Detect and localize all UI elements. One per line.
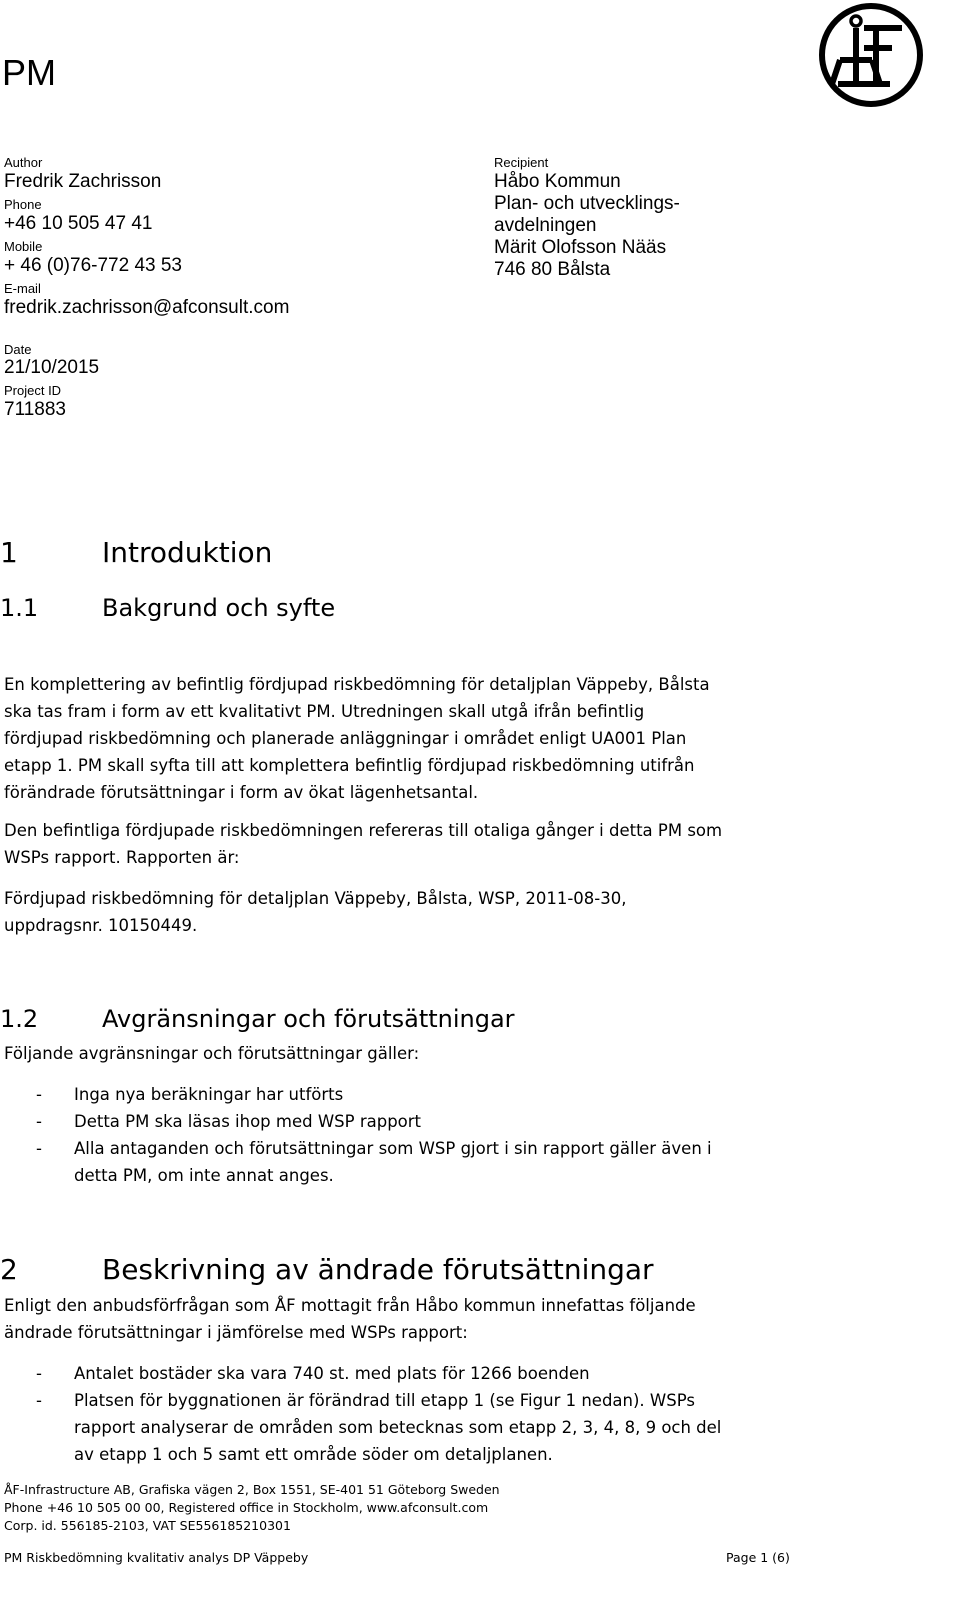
paragraph-line: Följande avgränsningar och förutsättningar gäller: (4, 1044, 420, 1063)
paragraph (4, 1040, 804, 1067)
bullet-marker: - (36, 1139, 42, 1158)
page-number: Page 1 (6) (726, 1550, 790, 1565)
date-label: Date (4, 342, 32, 357)
list-item (4, 1081, 804, 1108)
recipient-line: 746 80 Bålsta (494, 259, 611, 280)
subsection-title: Avgränsningar och förutsättningar (102, 1005, 515, 1033)
paragraph-line: Fördjupad riskbedömning för detaljplan Väppeby, Bålsta, WSP, 2011-08-30, (4, 889, 627, 908)
af-logo-icon (818, 2, 924, 108)
bullet-marker: - (36, 1391, 42, 1410)
paragraph-line: ändrade förutsättningar i jämförelse med WSPs rapport: (4, 1323, 468, 1342)
footer-line: ÅF-Infrastructure AB, Grafiska vägen 2, Box 1551, SE-401 51 Göteborg Sweden (4, 1482, 500, 1497)
author-label: Author (4, 155, 43, 170)
list-item-text: Antalet bostäder ska vara 740 st. med plats för 1266 boenden (74, 1364, 590, 1383)
list-item-text: rapport analyserar de områden som betecknas som etapp 2, 3, 4, 8, 9 och del (74, 1418, 722, 1437)
paragraph-line: etapp 1. PM skall syfta till att komplettera befintlig fördjupad riskbedömning utifrån (4, 756, 695, 775)
list-item (4, 1360, 804, 1387)
list-item (4, 1387, 804, 1468)
paragraph-line: Enligt den anbudsförfrågan som ÅF mottagit från Håbo kommun innefattas följande (4, 1296, 696, 1315)
subsection-heading (0, 594, 800, 626)
date-value: 21/10/2015 (4, 357, 100, 378)
section-title: Introduktion (102, 536, 273, 569)
bullet-list (4, 1360, 804, 1468)
bullet-marker: - (36, 1364, 42, 1383)
list-item-text: av etapp 1 och 5 samt ett område söder om detaljplanen. (74, 1445, 553, 1464)
list-item-text: Inga nya beräkningar har utförts (74, 1085, 344, 1104)
document-title: PM (2, 52, 56, 93)
recipient-line: Märit Olofsson Nääs (494, 237, 667, 258)
section-heading (0, 536, 800, 572)
list-item-text: Alla antaganden och förutsättningar som WSP gjort i sin rapport gäller även i (74, 1139, 712, 1158)
paragraph-line: WSPs rapport. Rapporten är: (4, 848, 240, 867)
section-number: 2 (0, 1253, 18, 1286)
paragraph (4, 671, 804, 806)
phone-label: Phone (4, 197, 42, 212)
section-title: Beskrivning av ändrade förutsättningar (102, 1253, 654, 1286)
list-item-text: Platsen för byggnationen är förändrad till etapp 1 (se Figur 1 nedan). WSPs (74, 1391, 695, 1410)
paragraph-line: fördjupad riskbedömning och planerade anläggningar i området enligt UA001 Plan (4, 729, 687, 748)
list-item (4, 1135, 804, 1189)
project-id-value: 711883 (4, 399, 66, 420)
section-heading (0, 1253, 800, 1289)
paragraph-line: En komplettering av befintlig fördjupad riskbedömning för detaljplan Väppeby, Bålsta (4, 675, 710, 694)
paragraph (4, 817, 804, 871)
recipient-line: Håbo Kommun (494, 171, 621, 192)
bullet-marker: - (36, 1112, 42, 1131)
footer-line: Phone +46 10 505 00 00, Registered office in Stockholm, www.afconsult.com (4, 1500, 489, 1515)
subsection-number: 1.1 (0, 594, 39, 622)
email-label: E-mail (4, 281, 41, 296)
mobile-value: + 46 (0)76-772 43 53 (4, 255, 182, 276)
paragraph-line: Den befintliga fördjupade riskbedömningen refereras till otaliga gånger i detta PM som (4, 821, 723, 840)
recipient-line: Plan- och utvecklings- (494, 193, 680, 214)
paragraph (4, 1292, 804, 1346)
recipient-label: Recipient (494, 155, 549, 170)
section-number: 1 (0, 536, 18, 569)
subsection-heading (0, 1005, 800, 1037)
company-footer (4, 1481, 500, 1535)
author-name: Fredrik Zachrisson (4, 171, 162, 192)
paragraph-line: förändrade förutsättningar i form av ökat lägenhetsantal. (4, 783, 479, 802)
recipient-line: avdelningen (494, 215, 597, 236)
mobile-label: Mobile (4, 239, 43, 254)
paragraph-line: ska tas fram i form av ett kvalitativt PM. Utredningen skall utgå ifrån befintlig (4, 702, 645, 721)
reference-citation (4, 885, 804, 939)
phone-value: +46 10 505 47 41 (4, 213, 153, 234)
paragraph-line: uppdragsnr. 10150449. (4, 916, 198, 935)
bullet-list (4, 1081, 804, 1189)
document-name: PM Riskbedömning kvalitativ analys DP Väppeby (4, 1550, 309, 1565)
subsection-number: 1.2 (0, 1005, 39, 1033)
list-item-text: detta PM, om inte annat anges. (74, 1166, 334, 1185)
list-item (4, 1108, 804, 1135)
bullet-marker: - (36, 1085, 42, 1104)
list-item-text: Detta PM ska läsas ihop med WSP rapport (74, 1112, 422, 1131)
subsection-title: Bakgrund och syfte (102, 594, 336, 622)
footer-line: Corp. id. 556185-2103, VAT SE556185210301 (4, 1518, 291, 1533)
email-value: fredrik.zachrisson@afconsult.com (4, 297, 290, 318)
project-id-label: Project ID (4, 383, 62, 398)
